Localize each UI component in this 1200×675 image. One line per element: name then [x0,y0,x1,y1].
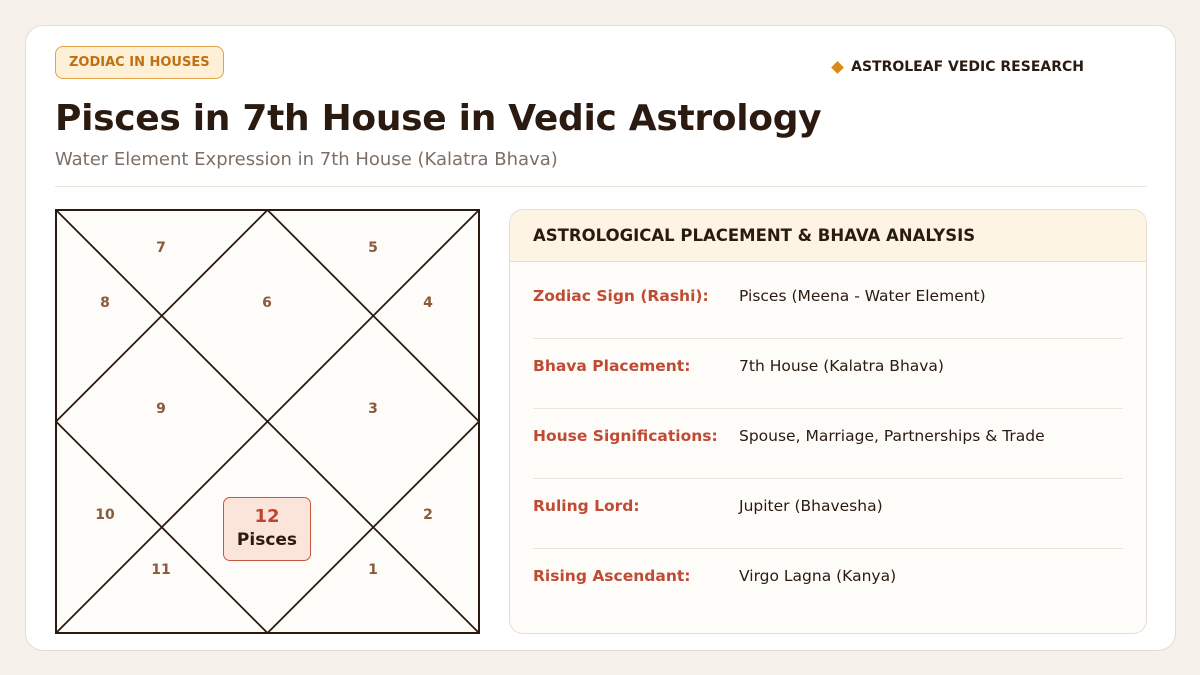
house-number-7: 7 [156,240,166,256]
house-number-11: 11 [151,562,171,578]
house-number-5: 5 [368,240,378,256]
divider [55,186,1147,187]
north-indian-chart [55,209,480,634]
brand-name: ASTROLEAF VEDIC RESEARCH [851,59,1084,75]
diamond-icon [831,61,844,74]
row-label: Rising Ascendant: [533,567,691,585]
info-row-lord [533,479,1123,549]
brand [833,57,1084,77]
page-title: Pisces in 7th House in Vedic Astrology [55,98,822,139]
house-number-1: 1 [368,562,378,578]
info-row-significations [533,409,1123,479]
row-value: Virgo Lagna (Kanya) [739,567,897,585]
house-number-6: 6 [262,295,272,311]
row-value: Spouse, Marriage, Partnerships & Trade [739,427,1045,445]
house-number-10: 10 [95,507,115,523]
house-number-3: 3 [368,401,378,417]
house-number-9: 9 [156,401,166,417]
house-number-8: 8 [100,295,110,311]
row-label: House Significations: [533,427,718,445]
row-value: Pisces (Meena - Water Element) [739,287,986,305]
row-value: Jupiter (Bhavesha) [739,497,883,515]
category-badge: ZODIAC IN HOUSES [55,46,224,79]
highlighted-house [223,497,311,561]
row-label: Bhava Placement: [533,357,691,375]
row-value: 7th House (Kalatra Bhava) [739,357,944,375]
house-number-4: 4 [423,295,433,311]
panel-title: ASTROLOGICAL PLACEMENT & BHAVA ANALYSIS [510,210,1146,262]
highlighted-house-sign: Pisces [236,530,298,550]
row-label: Ruling Lord: [533,497,640,515]
analysis-panel [509,209,1147,634]
info-row-bhava [533,339,1123,409]
row-label: Zodiac Sign (Rashi): [533,287,709,305]
info-row-rashi [533,269,1123,339]
house-number-2: 2 [423,507,433,523]
info-row-ascendant [533,549,1123,619]
highlighted-house-number: 12 [254,506,280,527]
chart-lines [55,209,480,634]
page-subtitle: Water Element Expression in 7th House (Kalatra Bhava) [55,149,558,170]
main-card [25,25,1176,651]
